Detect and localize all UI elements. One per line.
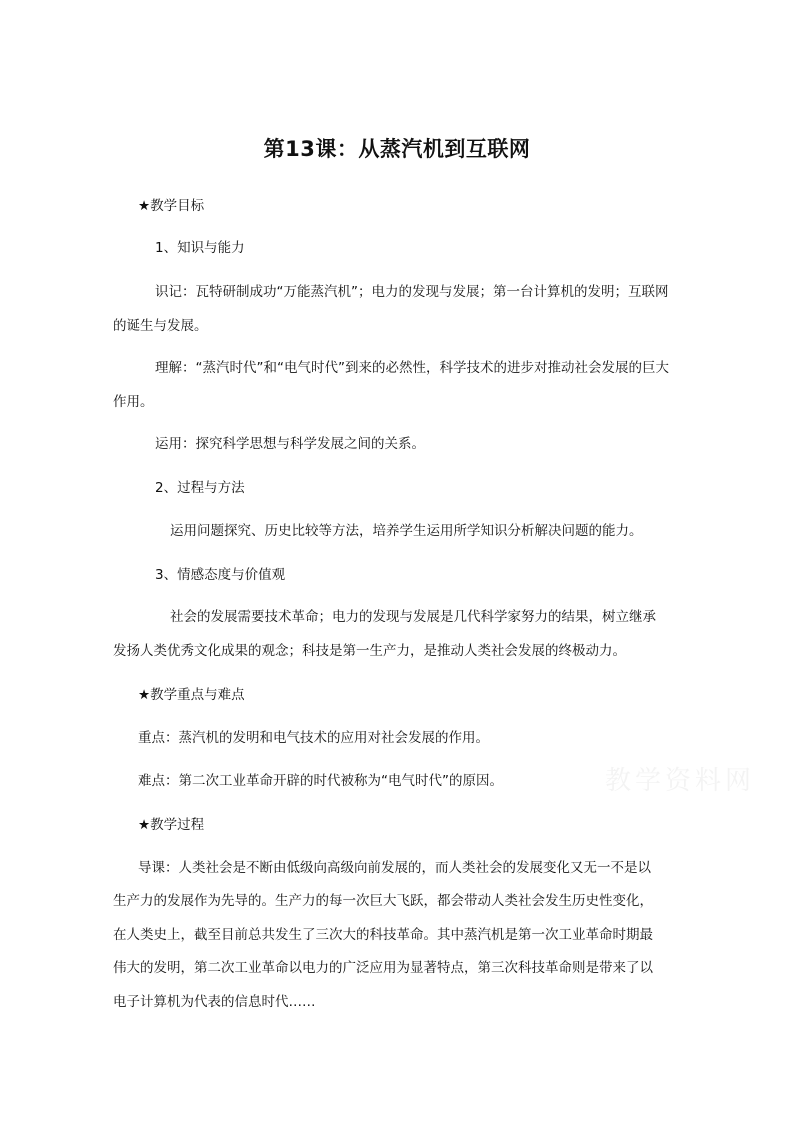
emotion-paragraph-line: 发扬人类优秀文化成果的观念；科技是第一生产力，是推动人类社会发展的终极动力。 [113, 643, 626, 659]
subheading-process-method: 2、过程与方法 [155, 480, 245, 496]
understand-paragraph-line: 作用。 [113, 394, 154, 410]
page-title: 第13课：从蒸汽机到互联网 [263, 137, 531, 161]
apply-paragraph: 运用：探究科学思想与科学发展之间的关系。 [155, 436, 425, 452]
understand-paragraph-line: 理解：“蒸汽时代”和“电气时代”到来的必然性，科学技术的进步对推动社会发展的巨大 [155, 360, 669, 376]
key-point-paragraph: 重点：蒸汽机的发明和电气技术的应用对社会发展的作用。 [138, 730, 489, 746]
section-heading-key-points: ★教学重点与难点 [138, 687, 245, 703]
intro-paragraph-line: 导课：人类社会是不断由低级向高级向前发展的，而人类社会的发展变化又无一不是以 [138, 860, 651, 876]
subheading-knowledge: 1、知识与能力 [155, 240, 245, 256]
watermark: 教学资料网 [605, 766, 756, 796]
emotion-paragraph-line: 社会的发展需要技术革命；电力的发现与发展是几代科学家努力的结果，树立继承 [170, 609, 656, 625]
intro-paragraph-line: 生产力的发展作为先导的。生产力的每一次巨大飞跃，都会带动人类社会发生历史性变化， [113, 893, 653, 909]
process-paragraph: 运用问题探究、历史比较等方法，培养学生运用所学知识分析解决问题的能力。 [170, 523, 643, 539]
section-heading-teaching-process: ★教学过程 [138, 817, 205, 833]
intro-paragraph-line: 电子计算机为代表的信息时代…… [113, 994, 316, 1010]
subheading-emotion: 3、情感态度与价值观 [155, 567, 286, 583]
difficult-point-paragraph: 难点：第二次工业革命开辟的时代被称为“电气时代”的原因。 [138, 773, 503, 789]
intro-paragraph-line: 在人类史上，截至目前总共发生了三次大的科技革命。其中蒸汽机是第一次工业革命时期最 [113, 927, 653, 943]
section-heading-goals: ★教学目标 [138, 198, 205, 214]
recall-paragraph-line: 识记：瓦特研制成功“万能蒸汽机”；电力的发现与发展；第一台计算机的发明；互联网 [155, 284, 669, 300]
recall-paragraph-line: 的诞生与发展。 [113, 318, 208, 334]
intro-paragraph-line: 伟大的发明，第二次工业革命以电力的广泛应用为显著特点，第三次科技革命则是带来了以 [113, 960, 653, 976]
